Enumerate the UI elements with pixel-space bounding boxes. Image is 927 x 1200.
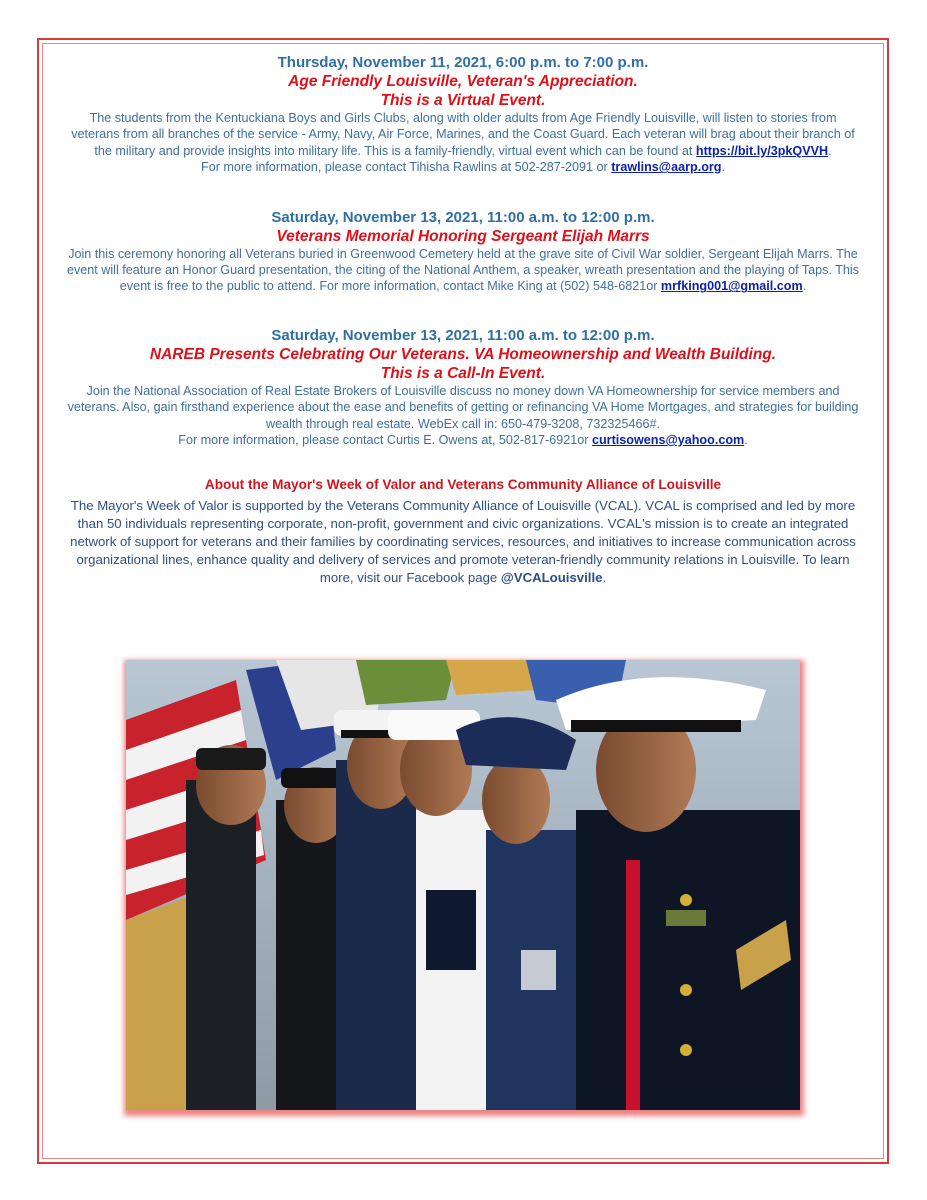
event-nareb-homeownership — [60, 327, 866, 449]
event-memorial-elijah-marrs — [60, 209, 866, 295]
contact-email-link[interactable]: mrfking001@gmail.com — [660, 279, 803, 294]
event-description — [60, 246, 866, 295]
about-text: The Mayor's Week of Valor is supported by the Veterans Community Alliance of Louisville (VCAL). VCAL is comprised and led by more than 50 individuals representing corporate, non-profit, government and civic organizations. VCAL's mission is to create an integrated network of support for veterans and their families by coordinating services, resources, and initiatives to increase communication across organizational lines, enhance quality and delivery of services and promote veteran-friendly community relations in Louisville. To learn more, visit our Facebook page — [70, 498, 856, 586]
description-text: Join the National Association of Real Estate Brokers of Louisville discuss no money down VA Homeownership for service members and veterans. Also, gain firsthand experience about the ease and benefits of getting or refinancing VA Home Mortgages, and strategies for building wealth through real estate. WebEx call in: 650-479-3208, 732325466#. — [67, 383, 859, 431]
event-subtitle: This is a Virtual Event. — [380, 92, 546, 109]
about-body — [60, 497, 866, 587]
contact-punct: . — [744, 433, 748, 448]
contact-email-link[interactable]: trawlins@aarp.org — [611, 160, 722, 175]
about-title: About the Mayor's Week of Valor and Veterans Community Alliance of Louisville — [204, 477, 722, 493]
flyer-content — [60, 54, 866, 587]
event-description — [60, 383, 866, 449]
contact-text: For more information, please contact Tihisha Rawlins at 502-287-2091 or — [201, 160, 612, 175]
description-punct: . — [802, 279, 807, 294]
contact-punct: . — [721, 160, 725, 175]
event-title: NAREB Presents Celebrating Our Veterans. VA Homeownership and Wealth Building. — [149, 345, 777, 363]
contact-text: For more information, please contact Curtis E. Owens at, 502-817-6921or — [178, 433, 592, 448]
description-text: The students from the Kentuckiana Boys and Girls Clubs, along with older adults from Age Friendly Louisville, will listen to stories from veterans from all branches of the service - Army, Navy, Air Force, Marines, and the Coast Guard. Each veteran will brag about their branch of the military and provide insights into military life. This is a family-friendly, virtual event which can be found at — [71, 111, 855, 158]
description-punct: . — [828, 143, 832, 158]
event-subtitle: This is a Call-In Event. — [380, 364, 546, 382]
event-link[interactable]: https://bit.ly/3pkQVVH — [695, 143, 829, 158]
veterans-honor-guard-photo — [126, 660, 800, 1110]
event-title: Veterans Memorial Honoring Sergeant Elijah Marrs — [276, 227, 650, 245]
event-veterans-appreciation — [60, 54, 866, 176]
event-date: Saturday, November 13, 2021, 11:00 a.m. to 12:00 p.m. — [271, 208, 655, 226]
about-section — [60, 476, 866, 587]
event-date: Thursday, November 11, 2021, 6:00 p.m. to 7:00 p.m. — [277, 54, 649, 71]
about-punct: . — [602, 570, 607, 586]
event-title: Age Friendly Louisville, Veteran's Appreciation. — [288, 73, 638, 90]
description-text: Join this ceremony honoring all Veterans buried in Greenwood Cemetery held at the grave site of Civil War soldier, Sergeant Elijah Marrs. The event will feature an Honor Guard presentation, the citing of the National Anthem, a speaker, wreath presentation and the playing of Taps. This event is free to the public to attend. For more information, contact Mike King at (502) 548-6821or — [66, 246, 860, 294]
contact-email-link[interactable]: curtisowens@yahoo.com — [591, 433, 745, 448]
event-description — [60, 110, 866, 176]
event-date: Saturday, November 13, 2021, 11:00 a.m. to 12:00 p.m. — [271, 326, 655, 344]
facebook-handle: @VCALouisville — [500, 570, 603, 586]
